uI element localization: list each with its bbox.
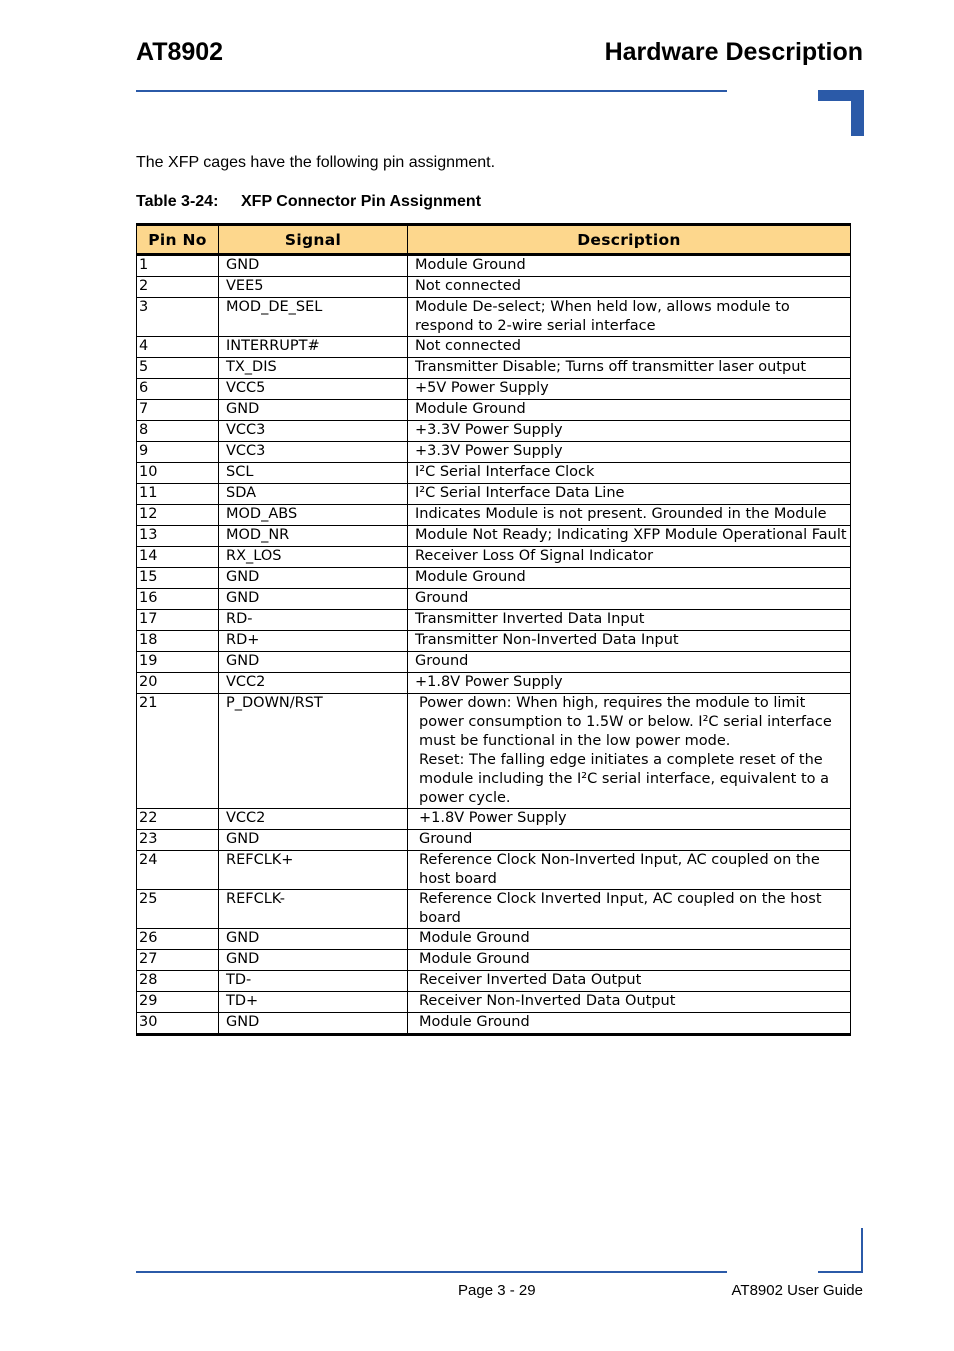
pin-number-cell: 27 bbox=[137, 950, 219, 971]
description-text: Ground bbox=[415, 590, 469, 606]
description-text-secondary: Reset: The falling edge initiates a complete reset of the module including the I²C serial interface, equivalent to a power cycle. bbox=[419, 752, 829, 806]
pin-number-cell: 4 bbox=[137, 337, 219, 358]
signal-cell: GND bbox=[219, 1013, 408, 1035]
description-text: Reference Clock Inverted Input, AC coupled on the host board bbox=[419, 891, 822, 926]
table-row bbox=[137, 298, 851, 337]
description-text: Ground bbox=[419, 831, 473, 847]
table-row bbox=[137, 358, 851, 379]
table-row bbox=[137, 277, 851, 298]
table-row bbox=[137, 971, 851, 992]
description-text: Power down: When high, requires the module to limit power consumption to 1.5W or below. I²C serial interface must be functional in the low power mode. bbox=[419, 695, 832, 749]
table-row bbox=[137, 526, 851, 547]
description-text: +1.8V Power Supply bbox=[419, 810, 567, 826]
pin-number-cell: 5 bbox=[137, 358, 219, 379]
signal-cell: TD- bbox=[219, 971, 408, 992]
description-cell bbox=[408, 652, 851, 673]
pin-number-cell: 6 bbox=[137, 379, 219, 400]
table-row bbox=[137, 568, 851, 589]
table-row bbox=[137, 992, 851, 1013]
description-text: Module Ground bbox=[419, 951, 530, 967]
description-cell bbox=[408, 589, 851, 610]
signal-cell: VCC5 bbox=[219, 379, 408, 400]
signal-cell: REFCLK- bbox=[219, 890, 408, 929]
description-cell bbox=[408, 1013, 851, 1035]
description-cell bbox=[408, 400, 851, 421]
description-text: Receiver Non-Inverted Data Output bbox=[419, 993, 676, 1009]
table-row bbox=[137, 255, 851, 277]
signal-cell: GND bbox=[219, 929, 408, 950]
description-cell bbox=[408, 358, 851, 379]
signal-cell: VCC3 bbox=[219, 421, 408, 442]
signal-cell: GND bbox=[219, 255, 408, 277]
description-text: Module De-select; When held low, allows module to respond to 2-wire serial interface bbox=[415, 299, 790, 334]
description-text: +3.3V Power Supply bbox=[415, 422, 563, 438]
footer-corner-base bbox=[818, 1271, 863, 1273]
description-cell bbox=[408, 337, 851, 358]
pin-number-cell: 8 bbox=[137, 421, 219, 442]
description-cell bbox=[408, 610, 851, 631]
description-cell bbox=[408, 255, 851, 277]
table-row bbox=[137, 950, 851, 971]
description-cell bbox=[408, 673, 851, 694]
signal-cell: RX_LOS bbox=[219, 547, 408, 568]
description-text: +5V Power Supply bbox=[415, 380, 549, 396]
signal-cell: GND bbox=[219, 568, 408, 589]
table-header-row bbox=[137, 225, 851, 255]
signal-cell: GND bbox=[219, 950, 408, 971]
pin-number-cell: 25 bbox=[137, 890, 219, 929]
description-cell bbox=[408, 694, 851, 809]
corner-mark-side bbox=[851, 90, 864, 136]
table-row bbox=[137, 463, 851, 484]
pin-number-cell: 30 bbox=[137, 1013, 219, 1035]
table-row bbox=[137, 673, 851, 694]
description-cell bbox=[408, 830, 851, 851]
table-row bbox=[137, 929, 851, 950]
pin-number-cell: 22 bbox=[137, 809, 219, 830]
description-cell bbox=[408, 851, 851, 890]
description-cell bbox=[408, 568, 851, 589]
signal-cell: MOD_DE_SEL bbox=[219, 298, 408, 337]
signal-cell: GND bbox=[219, 652, 408, 673]
description-cell bbox=[408, 971, 851, 992]
pin-number-cell: 21 bbox=[137, 694, 219, 809]
pin-number-cell: 18 bbox=[137, 631, 219, 652]
signal-cell: VCC3 bbox=[219, 442, 408, 463]
description-text: Module Ground bbox=[419, 1014, 530, 1030]
pin-number-cell: 29 bbox=[137, 992, 219, 1013]
pin-number-cell: 20 bbox=[137, 673, 219, 694]
table-caption-number: Table 3-24: bbox=[136, 193, 219, 210]
table-row bbox=[137, 337, 851, 358]
description-text: Module Ground bbox=[415, 401, 526, 417]
signal-cell: VCC2 bbox=[219, 673, 408, 694]
description-cell bbox=[408, 421, 851, 442]
description-text: +3.3V Power Supply bbox=[415, 443, 563, 459]
description-text: Transmitter Inverted Data Input bbox=[415, 611, 645, 627]
signal-cell: INTERRUPT# bbox=[219, 337, 408, 358]
description-cell bbox=[408, 950, 851, 971]
header-rule bbox=[136, 90, 727, 92]
description-text: Module Not Ready; Indicating XFP Module Operational Fault bbox=[415, 527, 847, 543]
pin-number-cell: 12 bbox=[137, 505, 219, 526]
pin-number-cell: 15 bbox=[137, 568, 219, 589]
description-text: Ground bbox=[415, 653, 469, 669]
table-row bbox=[137, 589, 851, 610]
signal-cell: GND bbox=[219, 400, 408, 421]
description-cell bbox=[408, 442, 851, 463]
description-cell bbox=[408, 484, 851, 505]
table-row bbox=[137, 851, 851, 890]
pin-assignment-table bbox=[136, 223, 851, 1036]
pin-number-cell: 17 bbox=[137, 610, 219, 631]
description-cell bbox=[408, 298, 851, 337]
pin-number-cell: 28 bbox=[137, 971, 219, 992]
signal-cell: SDA bbox=[219, 484, 408, 505]
pin-number-cell: 1 bbox=[137, 255, 219, 277]
pin-number-cell: 7 bbox=[137, 400, 219, 421]
signal-cell: GND bbox=[219, 589, 408, 610]
column-header-signal: Signal bbox=[219, 225, 408, 255]
table-row bbox=[137, 610, 851, 631]
table-row bbox=[137, 421, 851, 442]
table-body bbox=[137, 255, 851, 1035]
signal-cell: GND bbox=[219, 830, 408, 851]
description-text: I²C Serial Interface Data Line bbox=[415, 485, 625, 501]
description-text: Reference Clock Non-Inverted Input, AC coupled on the host board bbox=[419, 852, 820, 887]
description-text: Module Ground bbox=[415, 569, 526, 585]
column-header-description: Description bbox=[408, 225, 851, 255]
description-text: Module Ground bbox=[419, 930, 530, 946]
signal-cell: TD+ bbox=[219, 992, 408, 1013]
description-cell bbox=[408, 505, 851, 526]
description-cell bbox=[408, 631, 851, 652]
table-row bbox=[137, 631, 851, 652]
pin-number-cell: 3 bbox=[137, 298, 219, 337]
description-text: Receiver Loss Of Signal Indicator bbox=[415, 548, 654, 564]
table-row bbox=[137, 830, 851, 851]
description-text: Not connected bbox=[415, 278, 521, 294]
signal-cell: MOD_ABS bbox=[219, 505, 408, 526]
product-title: AT8902 bbox=[136, 38, 224, 66]
signal-cell: VCC2 bbox=[219, 809, 408, 830]
description-text: Transmitter Disable; Turns off transmitter laser output bbox=[415, 359, 807, 375]
pin-number-cell: 2 bbox=[137, 277, 219, 298]
pin-number-cell: 26 bbox=[137, 929, 219, 950]
signal-cell: RD- bbox=[219, 610, 408, 631]
table-row bbox=[137, 809, 851, 830]
description-cell bbox=[408, 929, 851, 950]
description-cell bbox=[408, 463, 851, 484]
description-text: Receiver Inverted Data Output bbox=[419, 972, 642, 988]
signal-cell: RD+ bbox=[219, 631, 408, 652]
table-row bbox=[137, 505, 851, 526]
description-cell bbox=[408, 992, 851, 1013]
description-text: Not connected bbox=[415, 338, 521, 354]
table-row bbox=[137, 400, 851, 421]
description-cell bbox=[408, 547, 851, 568]
page-number: Page 3 - 29 bbox=[458, 1282, 536, 1299]
signal-cell: SCL bbox=[219, 463, 408, 484]
signal-cell: MOD_NR bbox=[219, 526, 408, 547]
pin-number-cell: 14 bbox=[137, 547, 219, 568]
signal-cell: REFCLK+ bbox=[219, 851, 408, 890]
description-text: +1.8V Power Supply bbox=[415, 674, 563, 690]
description-cell bbox=[408, 890, 851, 929]
table-row bbox=[137, 442, 851, 463]
table-row bbox=[137, 484, 851, 505]
pin-number-cell: 23 bbox=[137, 830, 219, 851]
description-cell bbox=[408, 379, 851, 400]
pin-number-cell: 24 bbox=[137, 851, 219, 890]
signal-cell: TX_DIS bbox=[219, 358, 408, 379]
table-caption bbox=[136, 193, 481, 211]
description-cell bbox=[408, 809, 851, 830]
table-caption-title: XFP Connector Pin Assignment bbox=[241, 193, 482, 210]
pin-number-cell: 10 bbox=[137, 463, 219, 484]
signal-cell: P_DOWN/RST bbox=[219, 694, 408, 809]
table-row bbox=[137, 652, 851, 673]
intro-text: The XFP cages have the following pin assignment. bbox=[136, 154, 496, 171]
table-row bbox=[137, 379, 851, 400]
description-cell bbox=[408, 277, 851, 298]
pin-number-cell: 16 bbox=[137, 589, 219, 610]
table-row bbox=[137, 890, 851, 929]
section-title: Hardware Description bbox=[604, 38, 863, 66]
table-row bbox=[137, 1013, 851, 1035]
pin-number-cell: 19 bbox=[137, 652, 219, 673]
pin-number-cell: 11 bbox=[137, 484, 219, 505]
footer-corner-mark bbox=[861, 1228, 863, 1272]
description-text: Indicates Module is not present. Grounded in the Module bbox=[415, 506, 827, 522]
guide-title: AT8902 User Guide bbox=[731, 1282, 863, 1299]
description-text: I²C Serial Interface Clock bbox=[415, 464, 595, 480]
pin-number-cell: 13 bbox=[137, 526, 219, 547]
table-row bbox=[137, 694, 851, 809]
pin-number-cell: 9 bbox=[137, 442, 219, 463]
table-row bbox=[137, 547, 851, 568]
signal-cell: VEE5 bbox=[219, 277, 408, 298]
column-header-pin: Pin No bbox=[137, 225, 219, 255]
description-text: Transmitter Non-Inverted Data Input bbox=[415, 632, 679, 648]
description-text: Module Ground bbox=[415, 257, 526, 273]
footer-rule bbox=[136, 1271, 727, 1273]
description-cell bbox=[408, 526, 851, 547]
